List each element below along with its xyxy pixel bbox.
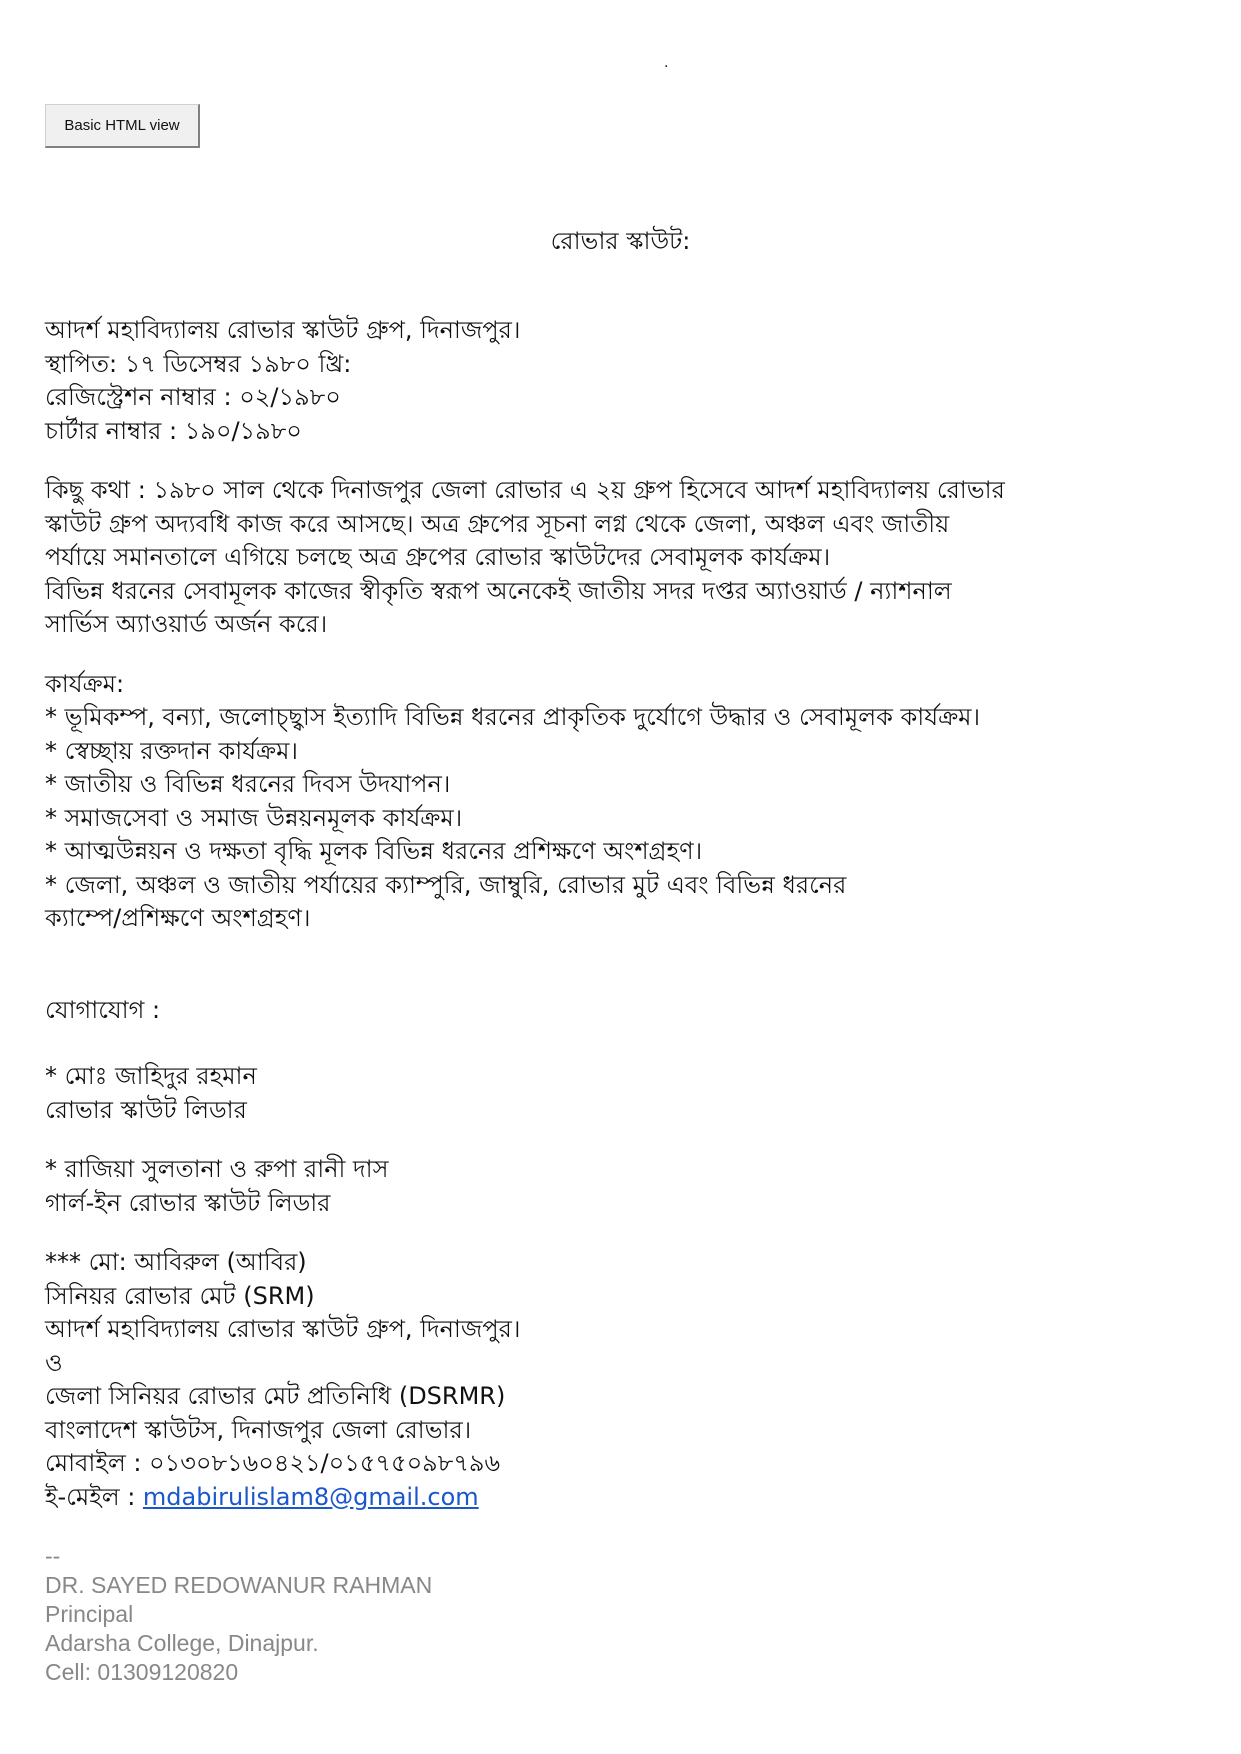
contact-2 xyxy=(45,1153,1205,1220)
contact-line: সিনিয়র রোভার মেট (SRM) xyxy=(45,1281,315,1310)
top-dot: . xyxy=(664,55,669,71)
intro-line: আদর্শ মহাবিদ্যালয় রোভার স্কাউট গ্রুপ, দিনাজপুর। xyxy=(45,316,521,344)
letter-body xyxy=(45,314,1205,1514)
intro-block xyxy=(45,314,1205,448)
signature-org: Adarsha College, Dinajpur. xyxy=(45,1630,319,1656)
contact-name: * রাজিয়া সুলতানা ও রুপা রানী দাস xyxy=(45,1155,389,1183)
intro-line: রেজিস্ট্রেশন নাম্বার : ০২/১৯৮০ xyxy=(45,383,341,411)
email-signature xyxy=(45,1542,845,1687)
contact-line: *** মো: আবিরুল (আবির) xyxy=(45,1248,307,1276)
intro-line: স্থাপিত: ১৭ ডিসেম্বর ১৯৮০ খ্রি: xyxy=(45,349,352,378)
contact-line: জেলা সিনিয়র রোভার মেট প্রতিনিধি (DSRMR) xyxy=(45,1382,506,1410)
contact-line: বাংলাদেশ স্কাউটস, দিনাজপুর জেলা রোভার। xyxy=(45,1415,472,1444)
activity-item: * সমাজসেবা ও সমাজ উন্নয়নমূলক কার্যক্রম। xyxy=(45,803,463,832)
activity-item: * আত্মউন্নয়ন ও দক্ষতা বৃদ্ধি মূলক বিভিন্ন ধরনের প্রশিক্ষণে অংশগ্রহণ। xyxy=(45,837,703,865)
intro-line: চার্টার নাম্বার : ১৯০/১৯৮০ xyxy=(45,416,302,445)
contact-heading: যোগাযোগ : xyxy=(45,995,161,1024)
activity-item: ক্যাম্পে/প্রশিক্ষণে অংশগ্রহণ। xyxy=(45,904,311,932)
contact-3 xyxy=(45,1246,1205,1514)
contact-role: রোভার স্কাউট লিডার xyxy=(45,1095,247,1124)
activity-item: * জেলা, অঞ্চল ও জাতীয় পর্যায়ের ক্যাম্পুরি, জাম্বুরি, রোভার মুট এবং বিভিন্ন ধরনের xyxy=(45,870,847,899)
contact-line: ও xyxy=(45,1348,63,1377)
signature-separator: -- xyxy=(45,1543,61,1569)
about-line: পর্যায়ে সমানতালে এগিয়ে চলছে অত্র গ্রুপের রোভার স্কাউটদের সেবামূলক কার্যক্রম। xyxy=(45,543,831,571)
about-line: কিছু কথা : ১৯৮০ সাল থেকে দিনাজপুর জেলা রোভার এ ২য় গ্রুপ হিসেবে আদর্শ মহাবিদ্যালয় রোভার xyxy=(45,476,1005,504)
about-block xyxy=(45,474,1205,642)
signature-cell: Cell: 01309120820 xyxy=(45,1659,239,1685)
activity-item: * জাতীয় ও বিভিন্ন ধরনের দিবস উদযাপন। xyxy=(45,770,451,798)
about-line: বিভিন্ন ধরনের সেবামূলক কাজের স্বীকৃতি স্বরূপ অনেকেই জাতীয় সদর দপ্তর অ্যাওয়ার্ড / ন্যাশনাল xyxy=(45,576,952,605)
activities-block xyxy=(45,668,1205,936)
signature-name: DR. SAYED REDOWANUR RAHMAN xyxy=(45,1572,433,1598)
contact-line: আদর্শ মহাবিদ্যালয় রোভার স্কাউট গ্রুপ, দিনাজপুর। xyxy=(45,1315,521,1343)
email-label: ই-মেইল : xyxy=(45,1482,143,1511)
signature-title: Principal xyxy=(45,1601,134,1627)
contact-name: * মোঃ জাহিদুর রহমান xyxy=(45,1062,257,1090)
page-title: রোভার স্কাউট: xyxy=(550,227,691,255)
about-line: স্কাউট গ্রুপ অদ্যবধি কাজ করে আসছে। অত্র গ্রুপের সূচনা লগ্ন থেকে জেলা, অঞ্চল এবং জাতীয় xyxy=(45,509,950,538)
activity-item: * স্বেচ্ছায় রক্তদান কার্যক্রম। xyxy=(45,736,299,765)
about-line: সার্ভিস অ্যাওয়ার্ড অর্জন করে। xyxy=(45,610,328,638)
basic-html-view-button[interactable]: Basic HTML view xyxy=(45,104,200,148)
activities-heading: কার্যক্রম: xyxy=(45,669,125,698)
contact-role: গার্ল-ইন রোভার স্কাউট লিডার xyxy=(45,1188,331,1217)
mobile-line: মোবাইল : ০১৩০৮১৬০৪২১/০১৫৭৫০৯৮৭৯৬ xyxy=(45,1449,501,1477)
contact-1 xyxy=(45,1060,1205,1127)
activity-item: * ভূমিকম্প, বন্যা, জলোচ্ছ্বাস ইত্যাদি বিভিন্ন ধরনের প্রাকৃতিক দুর্যোগে উদ্ধার ও সেবামূলক কার্যক্রম। xyxy=(45,703,981,731)
email-line xyxy=(45,1481,1205,1515)
email-link[interactable]: mdabirulislam8@gmail.com xyxy=(142,1482,479,1511)
